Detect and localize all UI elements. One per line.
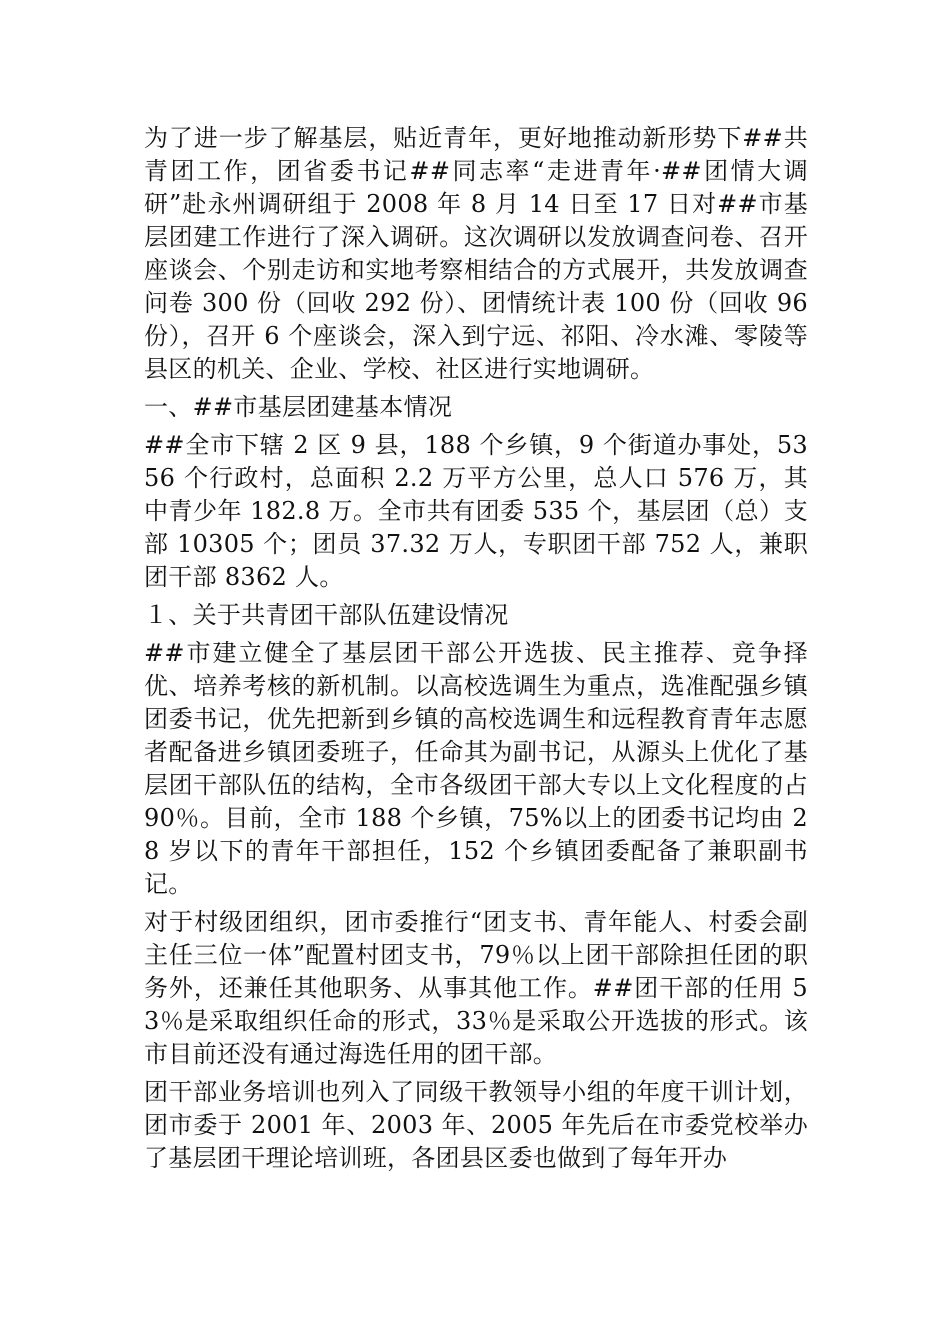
section-heading-1: 一、##市基层团建基本情况	[144, 393, 453, 421]
overview-paragraph: ##全市下辖 2 区 9 县，188 个乡镇，9 个街道办事处，5356 个行政村，总面积 2.2 万平方公里，总人口 576 万，其中青少年 182.8 万。全市共有团委 535 个，基层团（总）支部 10305 个；团员 37.32 万人，专职团干部 752 人，兼职团干部 8362 人。	[144, 431, 808, 591]
cadre-paragraph: ##市建立健全了基层团干部公开选拔、民主推荐、竞争择优、培养考核的新机制。以高校选调生为重点，选准配强乡镇团委书记，优先把新到乡镇的高校选调生和远程教育青年志愿者配备进乡镇团委班子，任命其为副书记，从源头上优化了基层团干部队伍的结构，全市各级团干部大专以上文化程度的占 90％。目前，全市 188 个乡镇，75%以上的团委书记均由 28 岁以下的青年干部担任，152 个乡镇团委配备了兼职副书记。	[144, 639, 808, 898]
village-paragraph: 对于村级团组织，团市委推行“团支书、青年能人、村委会副主任三位一体”配置村团支书，79％以上团干部除担任团的职务外，还兼任其他职务、从事其他工作。##团干部的任用 53％是采取组织任命的形式，33％是采取公开选拔的形式。该市目前还没有通过海选任用的团干部。	[144, 908, 808, 1068]
training-paragraph: 团干部业务培训也列入了同级干教领导小组的年度干训计划，团市委于 2001 年、2003 年、2005 年先后在市委党校举办了基层团干理论培训班，各团县区委也做到了每年开办	[144, 1078, 808, 1172]
subsection-heading-1: １、关于共青团干部队伍建设情况	[144, 601, 509, 629]
intro-paragraph: 为了进一步了解基层，贴近青年，更好地推动新形势下##共青团工作，团省委书记##同志率“走进青年·##团情大调研”赴永州调研组于 2008 年 8 月 14 日至 17 日对##市基层团建工作进行了深入调研。这次调研以发放调查问卷、召开座谈会、个别走访和实地考察相结合的方式展开，共发放调查问卷 300 份（回收 292 份）、团情统计表 100 份（回收 96 份），召开 6 个座谈会，深入到宁远、祁阳、冷水滩、零陵等县区的机关、企业、学校、社区进行实地调研。	[144, 124, 808, 383]
document-body	[144, 122, 808, 1175]
